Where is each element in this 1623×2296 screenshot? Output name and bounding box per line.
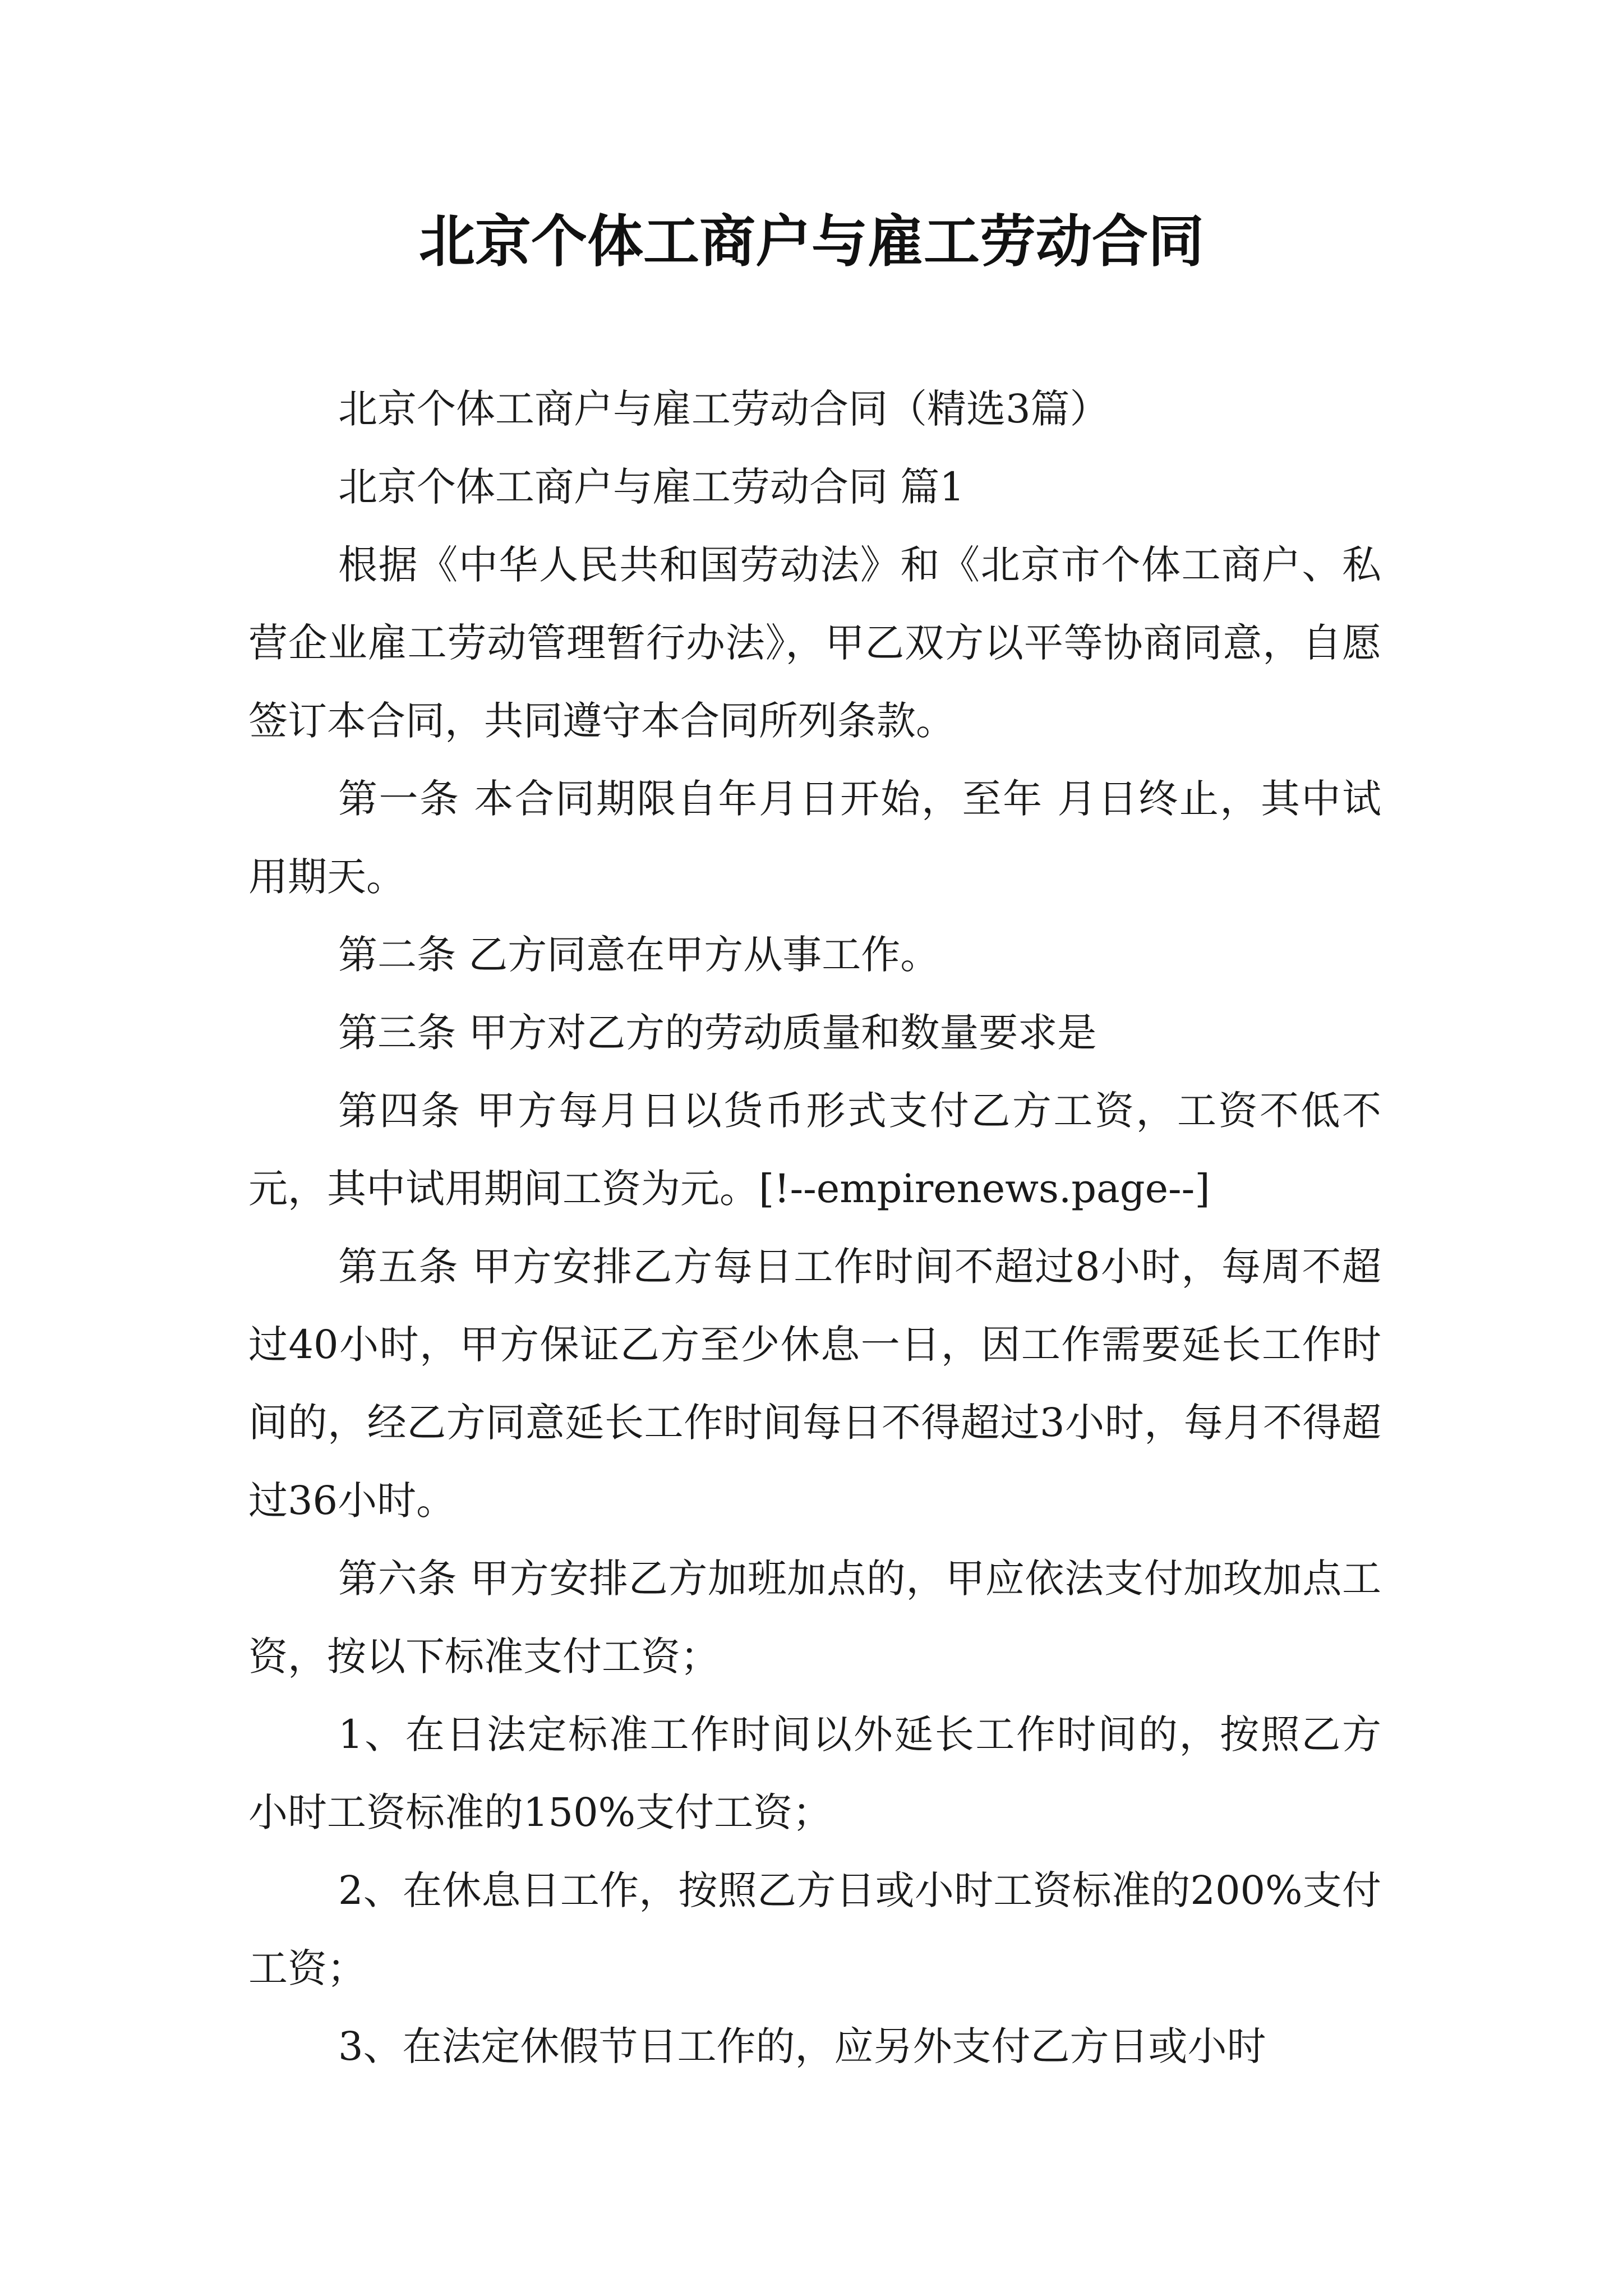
paragraph-article-6: 第六条 甲方安排乙方加班加点的，甲应依法支付加玫加点工资，按以下标准支付工资； bbox=[248, 1556, 1381, 1680]
paragraph-item-1: 1、在日法定标准工作时间以外延长工作时间的，按照乙方小时工资标准的150%支付工资； bbox=[248, 1711, 1381, 1835]
paragraph-item-2: 2、在休息日工作，按照乙方日或小时工资标准的200%支付工资； bbox=[248, 1867, 1381, 1991]
document-body bbox=[248, 370, 1381, 2086]
paragraph-item-3: 3、在法定休假节日工作的，应另外支付乙方日或小时 bbox=[338, 2023, 1266, 2069]
paragraph-article-4: 第四条 甲方每月日以货币形式支付乙方工资，工资不低不元，其中试用期间工资为元。[!--empirenews.page--] bbox=[248, 1088, 1381, 1212]
paragraph-section-heading: 北京个体工商户与雇工劳动合同 篇1 bbox=[338, 464, 965, 510]
paragraph-article-2: 第二条 乙方同意在甲方从事工作。 bbox=[338, 932, 940, 978]
document-title: 北京个体工商户与雇工劳动合同 bbox=[419, 208, 1204, 274]
paragraph-article-1: 第一条 本合同期限自年月日开始，至年 月日终止，其中试用期天。 bbox=[248, 776, 1381, 900]
paragraph-article-3: 第三条 甲方对乙方的劳动质量和数量要求是 bbox=[338, 1010, 1097, 1056]
paragraph-subtitle: 北京个体工商户与雇工劳动合同（精选3篇） bbox=[338, 386, 1109, 432]
paragraph-article-5: 第五条 甲方安排乙方每日工作时间不超过8小时，每周不超过40小时，甲方保证乙方至少休息一日，因工作需要延长工作时间的，经乙方同意延长工作时间每日不得超过3小时，每月不得超过36小时。 bbox=[248, 1244, 1381, 1524]
paragraph-preamble: 根据《中华人民共和国劳动法》和《北京市个体工商户、私营企业雇工劳动管理暂行办法》，甲乙双方以平等协商同意，自愿签订本合同，共同遵守本合同所列条款。 bbox=[248, 542, 1381, 744]
